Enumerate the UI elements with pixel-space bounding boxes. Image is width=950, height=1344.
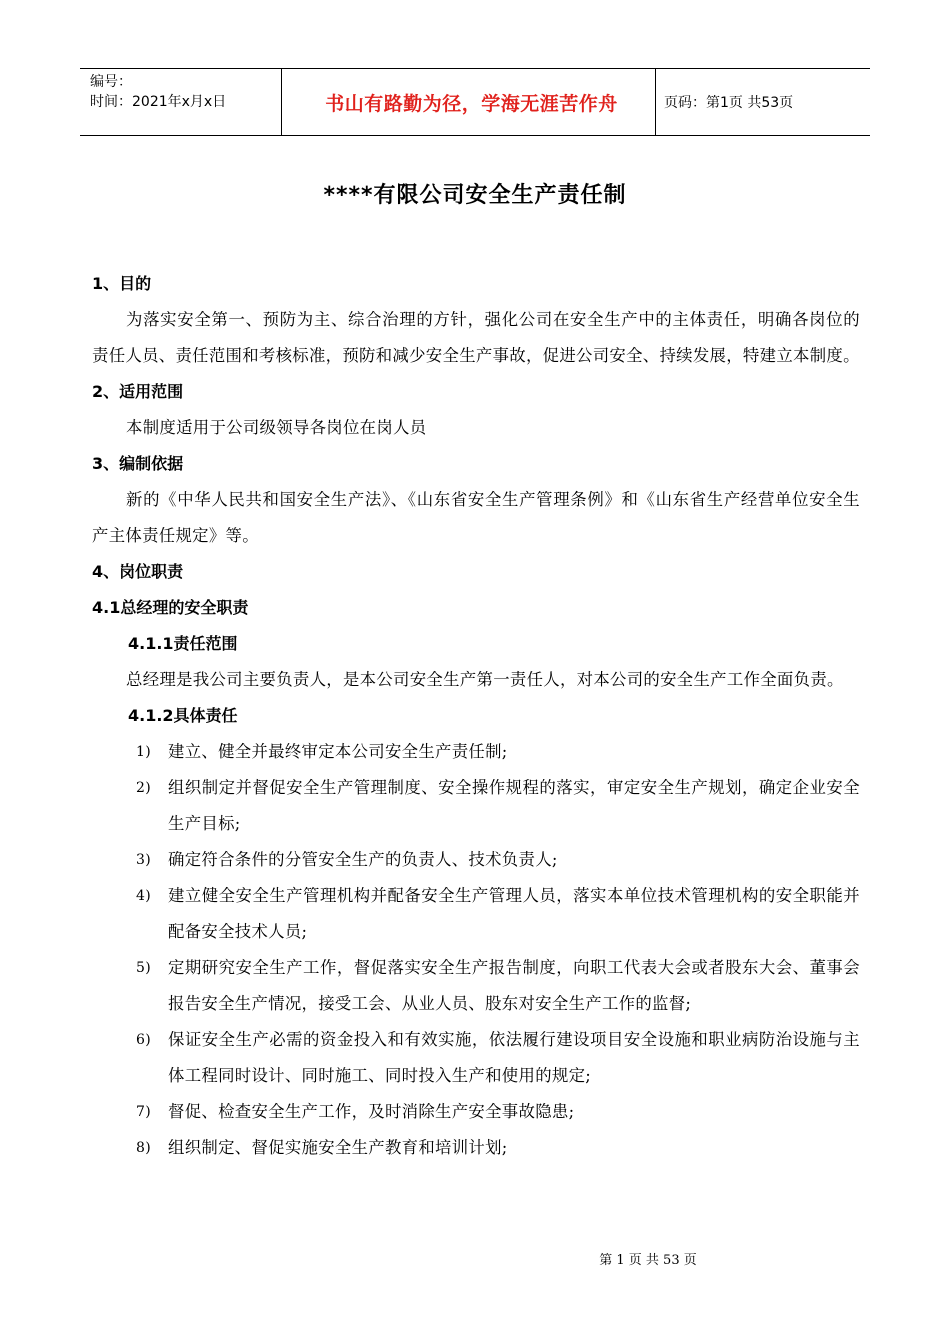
- list-item-text: 组织制定、督促实施安全生产教育和培训计划;: [168, 1138, 508, 1157]
- footer-page-number: 第 1 页 共 53 页: [599, 1253, 697, 1268]
- list-item-number: 8): [136, 1140, 151, 1156]
- section-heading-purpose: 1、目的: [92, 274, 152, 293]
- list-item-text: 督促、检查安全生产工作，及时消除生产安全事故隐患;: [168, 1102, 575, 1121]
- list-item-text: 保证安全生产必需的资金投入和有效实施，依法履行建设项目安全设施和职业病防治设施与主体工程同时设计、同时施工、同时投入生产和使用的规定;: [168, 1030, 860, 1085]
- section-heading-basis: 3、编制依据: [92, 454, 184, 473]
- list-item-text: 定期研究安全生产工作，督促落实安全生产报告制度，向职工代表大会或者股东大会、董事会报告安全生产情况，接受工会、从业人员、股东对安全生产工作的监督;: [168, 958, 860, 1013]
- header-motto-cell: [282, 69, 656, 135]
- list-item-text: 建立、健全并最终审定本公司安全生产责任制;: [168, 742, 508, 761]
- list-item: [136, 770, 860, 842]
- header-page-info: [656, 69, 870, 135]
- subsection-heading-responsibilities: 4.1.2具体责任: [128, 706, 238, 725]
- responsibility-list: [92, 734, 860, 1166]
- document-title: ****有限公司安全生产责任制: [323, 183, 627, 208]
- list-item: [136, 842, 860, 878]
- list-item-text: 确定符合条件的分管安全生产的负责人、技术负责人;: [168, 850, 558, 869]
- motto-text: 书山有路勤为径，学海无涯苦作舟: [325, 92, 618, 115]
- page-footer: [0, 1249, 950, 1268]
- list-item-number: 6): [136, 1032, 151, 1048]
- paragraph-basis: 新的《中华人民共和国安全生产法》、《山东省安全生产管理条例》和《山东省生产经营单位安全生产主体责任规定》等。: [92, 490, 860, 545]
- document-date: 时间：2021年x月x日: [90, 94, 227, 110]
- list-item-text: 建立健全安全生产管理机构并配备安全生产管理人员，落实本单位技术管理机构的安全职能并配备安全技术人员;: [168, 886, 860, 941]
- section-heading-gm-duties: 4.1总经理的安全职责: [92, 598, 249, 617]
- document-body: [92, 266, 860, 1166]
- paragraph-scope: 本制度适用于公司级领导各岗位在岗人员: [126, 418, 427, 437]
- section-heading-scope: 2、适用范围: [92, 382, 184, 401]
- list-item: [136, 1022, 860, 1094]
- list-item: [136, 734, 860, 770]
- page-number-label: 页码：第1页 共53页: [664, 95, 794, 111]
- paragraph-gm-scope: 总经理是我公司主要负责人，是本公司安全生产第一责任人，对本公司的安全生产工作全面负责。: [126, 670, 844, 689]
- list-item-number: 4): [136, 888, 151, 904]
- list-item-number: 1): [136, 744, 151, 760]
- list-item: [136, 1094, 860, 1130]
- list-item: [136, 1130, 860, 1166]
- list-item-number: 7): [136, 1104, 151, 1120]
- page-header: [80, 68, 870, 136]
- list-item-text: 组织制定并督促安全生产管理制度、安全操作规程的落实，审定安全生产规划，确定企业安全生产目标;: [168, 778, 860, 833]
- list-item: [136, 878, 860, 950]
- document-code-label: 编号：: [90, 74, 132, 90]
- section-heading-duties: 4、岗位职责: [92, 562, 184, 581]
- list-item-number: 2): [136, 780, 151, 796]
- list-item-number: 5): [136, 960, 151, 976]
- header-meta: [80, 69, 282, 135]
- paragraph-purpose: 为落实安全第一、预防为主、综合治理的方针，强化公司在安全生产中的主体责任，明确各岗位的责任人员、责任范围和考核标准，预防和减少安全生产事故，促进公司安全、持续发展，特建立本制度。: [92, 310, 860, 365]
- subsection-heading-scope: 4.1.1责任范围: [128, 634, 238, 653]
- list-item-number: 3): [136, 852, 151, 868]
- list-item: [136, 950, 860, 1022]
